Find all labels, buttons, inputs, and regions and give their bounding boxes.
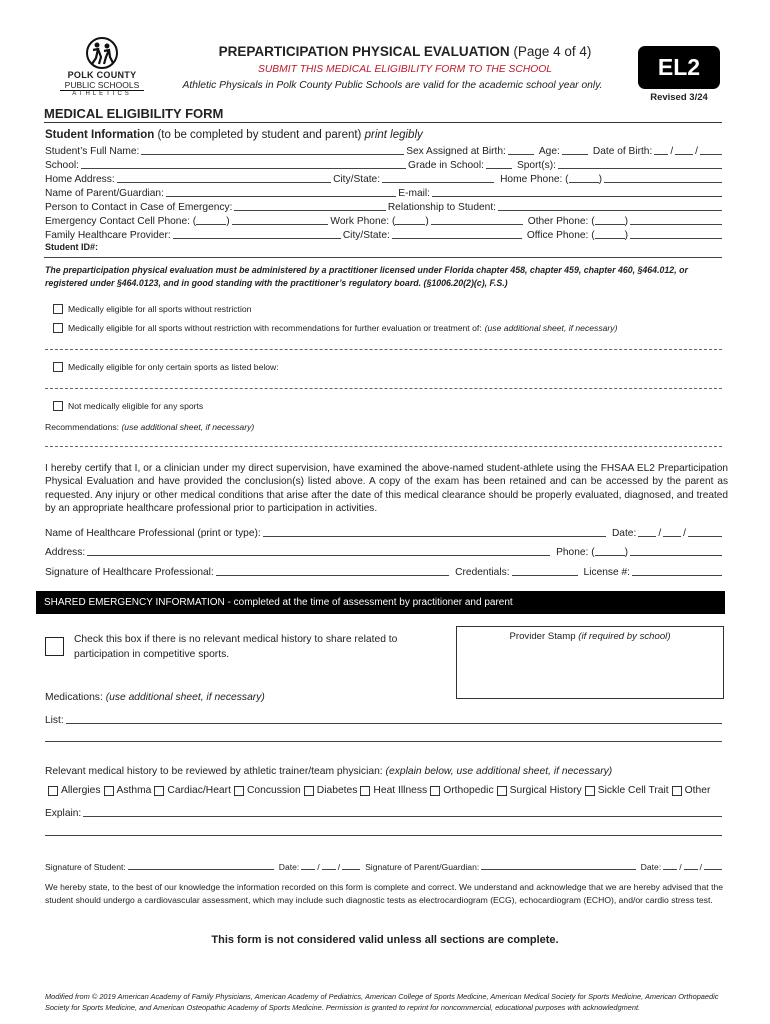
other-phone-field[interactable] <box>630 215 722 225</box>
dob-year-field[interactable] <box>700 145 722 155</box>
recommendations-line-1[interactable] <box>45 349 722 350</box>
history-option-concussion[interactable] <box>234 785 301 796</box>
row-professional-signature <box>45 566 722 578</box>
parent-date-label: Date: <box>640 862 662 872</box>
student-date-label: Date: <box>278 862 300 872</box>
history-checkbox[interactable] <box>672 786 682 796</box>
dob-day-field[interactable] <box>675 145 693 155</box>
home-phone-area-field[interactable] <box>569 173 599 183</box>
acknowledgement-text: We hereby state, to the best of our knowledge the information recorded on this form is complete and correct. We understand and acknowledge that we are hereby advised that the student should undergo a cardiovascular assessment, which may include such diagnostic tests as electrocardiogram (ECG), echocardiogram (ECHO), and/or cardio stress test. <box>45 882 724 905</box>
history-option-label: Concussion <box>246 785 301 796</box>
license-label: License #: <box>583 567 630 578</box>
age-field[interactable] <box>562 145 588 155</box>
history-option-diabetes[interactable] <box>304 785 358 796</box>
eligibility-option-2[interactable] <box>53 323 617 333</box>
eligible-with-recommendations-note: (use additional sheet, if necessary) <box>484 323 618 333</box>
not-eligible-checkbox[interactable] <box>53 401 63 411</box>
student-id-field[interactable] <box>98 244 180 252</box>
history-option-label: Diabetes <box>316 785 358 796</box>
history-heading <box>45 766 612 777</box>
parent-field[interactable] <box>166 187 396 197</box>
history-checkbox[interactable] <box>360 786 370 796</box>
professional-date-day[interactable] <box>663 527 681 537</box>
eligible-all-checkbox[interactable] <box>53 304 63 314</box>
athletes-logo-icon <box>60 36 144 70</box>
footer-credits: Modified from © 2019 American Academy of Family Physicians, American Academy of Pediatrics, American College of Sports Medicine, American Medical Society for Sports Medicine, American Orthopaedic Society for Sports Medicine, and American Osteopathic Academy of Sports Medicine. Permission is granted to reprint for noncommercial, educational purposes with acknowledgment. <box>45 992 719 1012</box>
home-phone-label: Home Phone: ( <box>500 174 569 185</box>
history-checkbox[interactable] <box>48 786 58 796</box>
professional-phone-field[interactable] <box>630 546 722 556</box>
relationship-label: Relationship to Student: <box>387 202 496 213</box>
eligibility-option-1[interactable] <box>53 304 251 314</box>
form-code-badge: EL2 <box>638 46 720 89</box>
office-phone-label: Office Phone: ( <box>526 230 595 241</box>
medications-note: (use additional sheet, if necessary) <box>105 692 265 703</box>
form-title: PREPARTICIPATION PHYSICAL EVALUATION <box>218 44 510 59</box>
credentials-label: Credentials: <box>455 567 510 578</box>
history-option-label: Heat Illness <box>373 785 428 796</box>
eligibility-option-4[interactable] <box>53 401 203 411</box>
professional-phone-label: Phone: ( <box>556 547 595 558</box>
row-medications-list <box>45 714 722 726</box>
explain-field[interactable] <box>83 807 722 817</box>
row-parent <box>45 187 722 199</box>
recommendations-label: Recommendations: <box>45 422 120 432</box>
row-home-address: Home Address: City/State: Home Phone: ( ) <box>45 173 722 185</box>
student-info-italic: print legibly <box>364 129 423 141</box>
certain-sports-line[interactable] <box>45 388 722 389</box>
heading-rule <box>44 122 722 123</box>
page-title <box>185 44 625 59</box>
parent-date-year[interactable] <box>704 861 722 870</box>
row-explain <box>45 807 722 819</box>
no-history-text: Check this box if there is no relevant medical history to share related to participation in competitive sports. <box>74 634 398 660</box>
work-phone-label: Work Phone: ( <box>330 216 396 227</box>
provider-stamp-text: Provider Stamp <box>509 631 576 642</box>
valid-notice: Athletic Physicals in Polk County Public Schools are valid for the academic school year only. <box>182 80 603 91</box>
other-phone-area-field[interactable] <box>595 215 625 225</box>
history-label: Relevant medical history to be reviewed by athletic trainer/team physician: <box>45 766 383 777</box>
history-option-allergies[interactable] <box>48 785 101 796</box>
row-signatures: Signature of Student: Date: / / Signature of Parent/Guardian: Date: / / <box>45 861 722 872</box>
student-info-bottom-rule <box>44 257 722 258</box>
provider-stamp-label <box>457 631 723 642</box>
logo-line-3: ATHLETICS <box>72 91 132 97</box>
recommendations-row <box>45 422 254 432</box>
recommendations-line-2[interactable] <box>45 446 722 447</box>
row-student-id <box>45 242 180 252</box>
parent-signature-field[interactable] <box>481 861 635 870</box>
revised-date: Revised 3/24 <box>650 92 708 103</box>
history-option-label: Cardiac/Heart <box>167 785 231 796</box>
explain-label: Explain: <box>45 808 82 819</box>
explain-line-2[interactable] <box>45 835 722 836</box>
statute-text: The preparticipation physical evaluation must be administered by a practitioner licensed under Florida chapter 458, chapter 459, chapter 460, §464.012, or registered under §464.0123, and in good standing with the practitioner’s regulatory board. (§1006.20(2)(c), F.S.) <box>45 265 688 288</box>
emergency-cell-area-field[interactable] <box>196 215 226 225</box>
professional-name-field[interactable] <box>263 527 606 537</box>
history-option-label: Other <box>684 785 711 796</box>
professional-phone-area[interactable] <box>595 546 625 556</box>
history-option-label: Sickle Cell Trait <box>597 785 669 796</box>
logo-line-1: POLK COUNTY <box>67 70 137 80</box>
professional-date-month[interactable] <box>638 527 656 537</box>
history-option-other[interactable] <box>672 785 711 796</box>
eligible-all-label: Medically eligible for all sports without restriction <box>68 304 252 314</box>
professional-address-label: Address: <box>45 547 86 558</box>
history-option-label: Allergies <box>61 785 101 796</box>
shared-emergency-banner <box>36 591 725 614</box>
row-professional-name: Name of Healthcare Professional (print or type): Date: / / <box>45 527 722 539</box>
professional-date-year[interactable] <box>688 527 722 537</box>
medical-eligibility-heading: MEDICAL ELIGIBILITY FORM <box>44 106 224 121</box>
history-option-surgical-history[interactable] <box>497 785 582 796</box>
student-signature-field[interactable] <box>128 861 274 870</box>
professional-date-label: Date: <box>611 528 637 539</box>
medications-line-2[interactable] <box>45 741 722 742</box>
parent-date-month[interactable] <box>663 861 677 870</box>
history-option-label: Orthopedic <box>443 785 494 796</box>
history-option-label: Asthma <box>116 785 152 796</box>
professional-signature-field[interactable] <box>216 566 449 576</box>
history-checkbox[interactable] <box>497 786 507 796</box>
student-info-heading <box>45 129 423 141</box>
eligible-certain-sports-label: Medically eligible for only certain sports as listed below: <box>68 362 279 372</box>
sports-field[interactable] <box>558 159 722 169</box>
professional-signature-label: Signature of Healthcare Professional: <box>45 567 214 578</box>
history-option-orthopedic[interactable] <box>430 785 493 796</box>
professional-name-label: Name of Healthcare Professional (print or type): <box>45 528 261 539</box>
student-info-label: Student Information <box>45 129 155 141</box>
provider-field[interactable] <box>173 229 341 239</box>
history-option-cardiac-heart[interactable] <box>154 785 231 796</box>
dob-month-field[interactable] <box>654 145 668 155</box>
school-logo <box>60 36 144 100</box>
parent-date-day[interactable] <box>684 861 698 870</box>
not-valid-notice: This form is not considered valid unless all sections are complete. <box>211 934 559 946</box>
history-option-sickle-cell-trait[interactable] <box>585 785 669 796</box>
eligible-with-recommendations-label: Medically eligible for all sports without restriction with recommendations for further evaluation or treatment of: <box>68 323 482 333</box>
recommendations-note: (use additional sheet, if necessary) <box>121 422 255 432</box>
provider-city-state-label: City/State: <box>342 230 390 241</box>
office-phone-field[interactable] <box>630 229 722 239</box>
other-phone-label: Other Phone: ( <box>527 216 595 227</box>
not-eligible-label: Not medically eligible for any sports <box>68 401 204 411</box>
row-professional-address: Address: Phone: ( ) <box>45 546 722 558</box>
work-phone-area-field[interactable] <box>395 215 425 225</box>
history-option-heat-illness[interactable] <box>360 785 427 796</box>
professional-address-field[interactable] <box>87 546 550 556</box>
home-address-field[interactable] <box>117 173 331 183</box>
office-phone-area-field[interactable] <box>595 229 625 239</box>
row-emergency-person <box>45 201 722 213</box>
eligibility-option-3[interactable] <box>53 362 279 372</box>
medications-heading <box>45 692 265 703</box>
row-student-name: Student’s Full Name: Sex Assigned at Birth: Age: Date of Birth: / / <box>45 145 722 157</box>
provider-stamp-note: (if required by school) <box>578 631 671 642</box>
license-field[interactable] <box>632 566 722 576</box>
history-checkbox[interactable] <box>304 786 314 796</box>
history-checkbox[interactable] <box>104 786 114 796</box>
email-field[interactable] <box>432 187 722 197</box>
emergency-person-label: Person to Contact in Case of Emergency: <box>45 202 233 213</box>
city-state-field[interactable] <box>382 173 494 183</box>
student-date-day[interactable] <box>322 861 336 870</box>
email-label: E-mail: <box>398 188 430 199</box>
sports-label: Sport(s): <box>516 160 556 171</box>
age-label: Age: <box>538 146 560 157</box>
home-phone-field[interactable] <box>604 173 722 183</box>
emergency-cell-field[interactable] <box>232 215 329 225</box>
eligible-with-recommendations-checkbox[interactable] <box>53 323 63 333</box>
parent-label: Name of Parent/Guardian: <box>45 188 164 199</box>
medications-list-label: List: <box>45 715 64 726</box>
history-option-asthma[interactable] <box>104 785 152 796</box>
history-note: (explain below, use additional sheet, if necessary) <box>385 766 613 777</box>
row-provider: Family Healthcare Provider: City/State: Office Phone: ( ) <box>45 229 722 241</box>
history-checkbox[interactable] <box>234 786 244 796</box>
logo-line-2: PUBLIC SCHOOLS <box>60 80 144 91</box>
emergency-person-field[interactable] <box>234 201 385 211</box>
history-option-label: Surgical History <box>509 785 582 796</box>
work-phone-field[interactable] <box>431 215 523 225</box>
school-field[interactable] <box>81 159 406 169</box>
home-address-label: Home Address: <box>45 174 115 185</box>
row-school <box>45 159 722 171</box>
city-state-label: City/State: <box>333 174 381 185</box>
page-number: (Page 4 of 4) <box>513 44 592 59</box>
sex-label: Sex Assigned at Birth: <box>406 146 506 157</box>
school-label: School: <box>45 160 79 171</box>
row-emergency-phones: Emergency Contact Cell Phone: ( ) Work Phone: ( ) Other Phone: ( ) <box>45 215 722 227</box>
student-id-label: Student ID#: <box>45 242 98 252</box>
submit-notice: SUBMIT THIS MEDICAL ELIGIBILITY FORM TO THE SCHOOL <box>257 64 553 75</box>
credentials-field[interactable] <box>512 566 578 576</box>
grade-field[interactable] <box>486 159 512 169</box>
history-checkbox-list <box>48 785 713 796</box>
full-name-label: Student’s Full Name: <box>45 146 140 157</box>
provider-label: Family Healthcare Provider: <box>45 230 171 241</box>
shared-emergency-banner-text: SHARED EMERGENCY INFORMATION - completed at the time of assessment by practitioner and parent <box>44 597 513 608</box>
history-checkbox[interactable] <box>585 786 595 796</box>
student-info-note: (to be completed by student and parent) <box>157 129 362 141</box>
sex-field[interactable] <box>508 145 534 155</box>
student-date-year[interactable] <box>342 861 360 870</box>
dob-label: Date of Birth: <box>592 146 653 157</box>
provider-city-state-field[interactable] <box>392 229 522 239</box>
provider-stamp-box[interactable] <box>456 626 724 699</box>
relationship-field[interactable] <box>498 201 722 211</box>
history-checkbox[interactable] <box>154 786 164 796</box>
medications-list-field[interactable] <box>66 714 722 724</box>
certification-text: I hereby certify that I, or a clinician under my direct supervision, have examined the above-named student-athlete using the FHSAA EL2 Preparticipation Physical Evaluation and have provided the conclusion(s) listed above. A copy of the exam has been retained and can be accessed by the parent as requested. Any injury or other medical conditions that arise after the date of this medical clearance should be properly evaluated, diagnosed, and treated by an appropriate healthcare professional prior to participation in activities. <box>45 463 728 514</box>
grade-label: Grade in School: <box>408 160 484 171</box>
no-history-checkbox[interactable] <box>45 637 64 656</box>
full-name-field[interactable] <box>141 145 404 155</box>
parent-signature-label: Signature of Parent/Guardian: <box>365 862 480 872</box>
eligible-certain-sports-checkbox[interactable] <box>53 362 63 372</box>
student-date-month[interactable] <box>301 861 315 870</box>
medications-label: Medications: <box>45 692 103 703</box>
student-signature-label: Signature of Student: <box>45 862 126 872</box>
emergency-cell-label: Emergency Contact Cell Phone: ( <box>45 216 197 227</box>
history-checkbox[interactable] <box>430 786 440 796</box>
